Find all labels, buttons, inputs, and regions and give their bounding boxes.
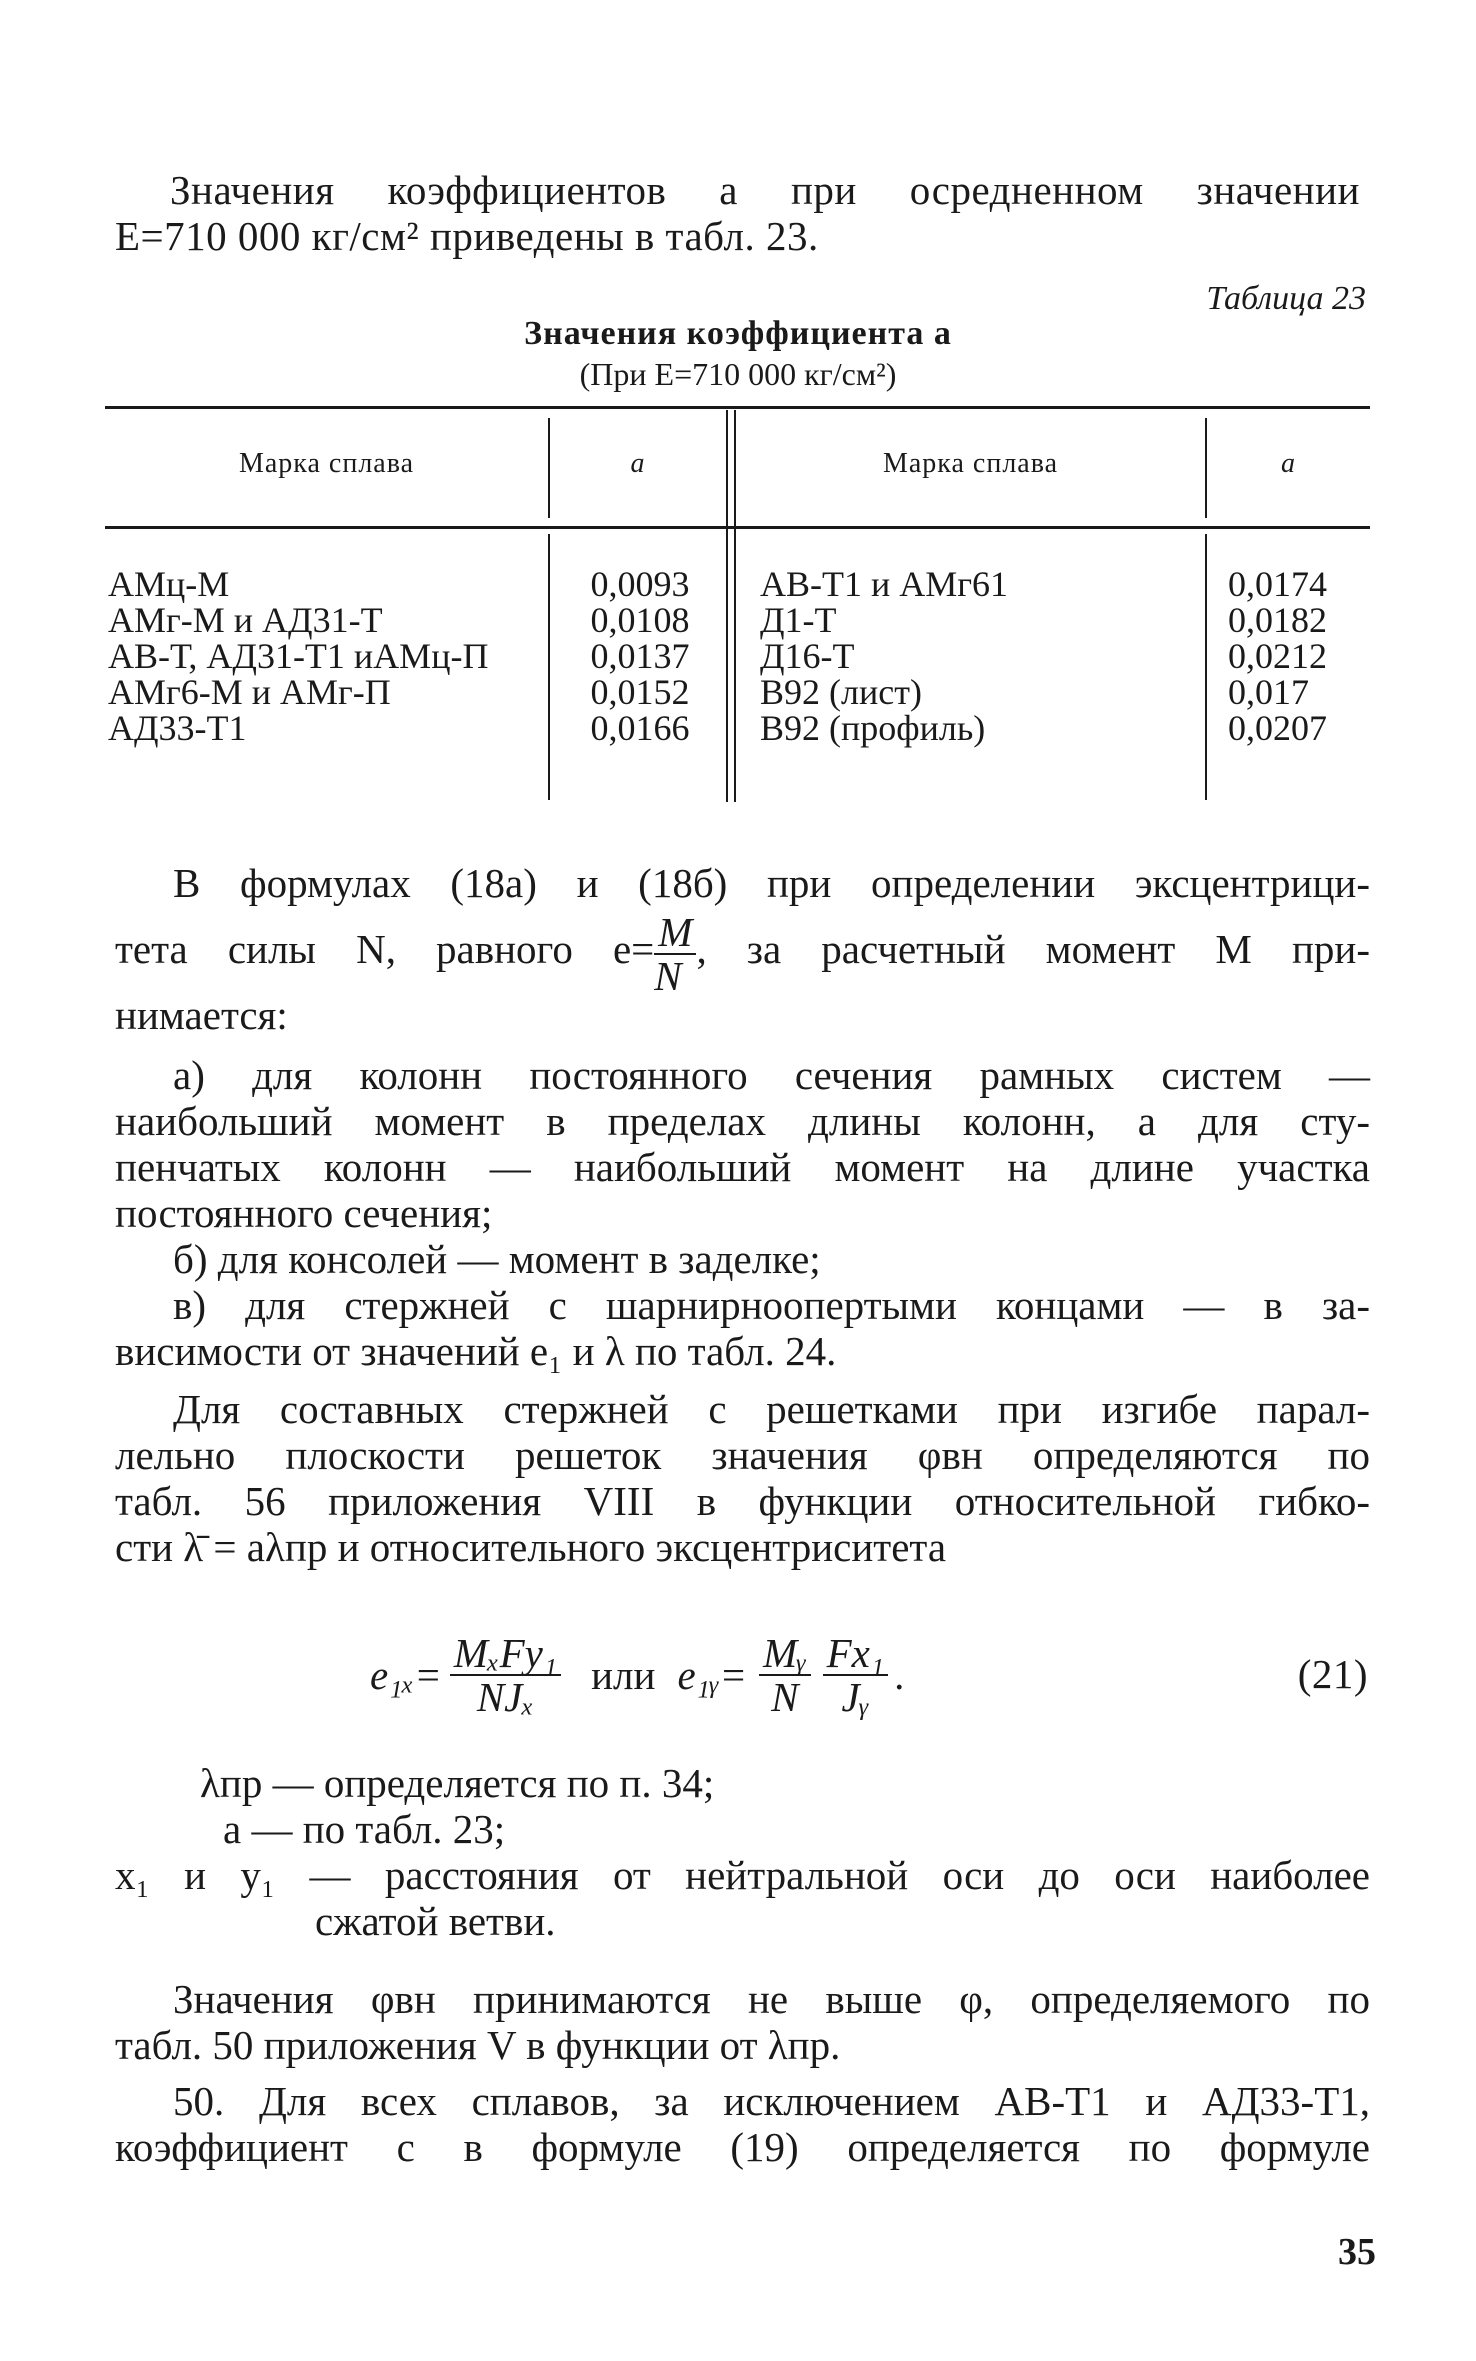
formula-or: или (591, 1652, 656, 1698)
header-alloy-right: Марка сплава (882, 448, 1059, 479)
item-a-line-1: а) для колонн постоянного сечения рамных систем — (173, 1052, 1370, 1098)
intro-line-1: Значения коэффициентов a при осредненном значении (170, 167, 1360, 213)
header-a-left: a (630, 448, 646, 479)
table-row-left-3-alloy: АВ-Т, АД31-Т1 иАМц-П (108, 636, 489, 676)
formula-number: (21) (1297, 1651, 1368, 1697)
table-row-left-2-alloy: АМг-М и АД31-Т (108, 600, 383, 640)
formula-fraction-1-den: NJₓ (476, 1674, 535, 1720)
table-row-right-5-a: 0,0207 (1228, 708, 1327, 748)
table-row-right-3-alloy: Д16-Т (760, 636, 855, 676)
definitions (115, 1760, 1370, 1944)
table-row-right-2-a: 0,0182 (1228, 600, 1327, 640)
definition-lambda: λпр — определяется по п. 34; (200, 1760, 715, 1806)
formula-lhs-1: e₁ₓ= (370, 1652, 442, 1698)
para4-line-1: 50. Для всех сплавов, за исключением АВ-Т1 и АД33-Т1, (173, 2078, 1370, 2124)
table-row-left-3-a: 0,0137 (590, 636, 690, 676)
paragraph-phi (115, 1976, 1370, 2068)
table-row-left-1-alloy: АМц-М (108, 564, 230, 604)
definition-a: a — по табл. 23; (223, 1806, 506, 1852)
formula-lhs-2: e₁ᵧ= (677, 1652, 748, 1698)
header-a-right: a (1281, 448, 1296, 479)
para2-line-1: Для составных стержней с решетками при изгибе парал- (173, 1386, 1370, 1432)
item-a-line-4: постоянного сечения; (115, 1190, 493, 1236)
page-number: 35 (1338, 2231, 1376, 2273)
table-title: Значения коэффициента a (524, 315, 952, 352)
table-row-left-5-alloy: АД33-Т1 (108, 708, 247, 748)
item-a-line-3: пенчатых колонн — наибольший момент на длине участка (115, 1144, 1370, 1190)
table-top-rule (105, 406, 1370, 409)
table-row-left-4-alloy: АМг6-М и АМг-П (108, 672, 391, 712)
para1-line-2 (115, 906, 1370, 999)
para2-line-4: сти λ̄ = aλпр и относительного эксцентриситета (115, 1524, 947, 1570)
table-row-right-3-a: 0,0212 (1228, 636, 1327, 676)
col-divider-double-a (726, 410, 728, 802)
table-row-left-5-a: 0,0166 (590, 708, 690, 748)
para1-line-1: В формулах (18а) и (18б) при определении эксцентрици- (173, 860, 1370, 906)
table-label: Таблица 23 (1206, 280, 1366, 317)
paragraph-composite-rods (115, 1386, 1370, 1570)
paragraph-eccentricity (115, 860, 1370, 1038)
item-c-line-1: в) для стержней с шарнирноопертыми концами — в за- (173, 1282, 1370, 1328)
table-row-left-4-a: 0,0152 (590, 672, 690, 712)
col-divider-1 (548, 534, 550, 800)
item-b-line-1: б) для консолей — момент в заделке; (173, 1236, 821, 1282)
col-divider-3 (1205, 534, 1207, 800)
formula-fraction-2 (759, 1632, 811, 1718)
para2-line-3: табл. 56 приложения VIII в функции относительной гибко- (115, 1478, 1370, 1524)
formula-end: . (894, 1652, 905, 1698)
para1-line-2a: тета силы N, равного e= (115, 926, 655, 972)
table-header-rule (105, 526, 1370, 529)
table-row-right-5-alloy: В92 (профиль) (760, 708, 986, 748)
fraction-m-over-n (654, 908, 696, 999)
formula-fraction-3-den: Jᵧ (841, 1674, 870, 1720)
formula-fraction-2-num: Mᵧ (759, 1632, 811, 1676)
table-row-left-2-a: 0,0108 (590, 600, 690, 640)
para3-line-1: Значения φвн принимаются не выше φ, определяемого по (173, 1976, 1370, 2022)
table-row-right-4-a: 0,017 (1228, 672, 1309, 712)
definition-x-y-line-2: сжатой ветви. (315, 1898, 556, 1944)
table-row-left-1-a: 0,0093 (590, 564, 690, 604)
fraction-denominator: N (654, 952, 682, 999)
header-alloy-left: Марка сплава (238, 448, 415, 479)
definition-x-y-line-1: x₁ и y₁ — расстояния от нейтральной оси до оси наиболее (115, 1852, 1370, 1898)
formula-21 (370, 1620, 904, 1730)
para3-line-2: табл. 50 приложения V в функции от λпр. (115, 2022, 841, 2068)
item-c-line-2: висимости от значений e₁ и λ по табл. 24. (115, 1328, 837, 1374)
para1-line-2b: , за расчетный момент M при- (696, 926, 1370, 972)
formula-fraction-3 (823, 1632, 889, 1718)
fraction-numerator: M (654, 911, 696, 955)
table-row-right-1-a: 0,0174 (1228, 564, 1327, 604)
para2-line-2: лельно плоскости решеток значения φвн определяются по (115, 1432, 1370, 1478)
list-items (115, 1052, 1370, 1374)
intro-line-2: E=710 000 кг/см² приведены в табл. 23. (115, 213, 819, 259)
paragraph-50 (115, 2078, 1370, 2170)
formula-fraction-1-num: MₓFy₁ (450, 1632, 561, 1676)
para1-line-3: нимается: (115, 992, 288, 1038)
table-row-right-2-alloy: Д1-Т (760, 600, 837, 640)
item-a-line-2: наибольший момент в пределах длины колонн, а для сту- (115, 1098, 1370, 1144)
formula-fraction-2-den: N (771, 1674, 799, 1720)
para4-line-2: коэффициент c в формуле (19) определяется по формуле (115, 2124, 1370, 2170)
table-row-right-4-alloy: В92 (лист) (760, 672, 922, 712)
formula-fraction-1 (450, 1632, 561, 1718)
table-subtitle: (При E=710 000 кг/см²) (579, 356, 897, 392)
formula-fraction-3-num: Fx₁ (823, 1632, 889, 1676)
table-row-right-1-alloy: АВ-Т1 и АМг61 (760, 564, 1009, 604)
